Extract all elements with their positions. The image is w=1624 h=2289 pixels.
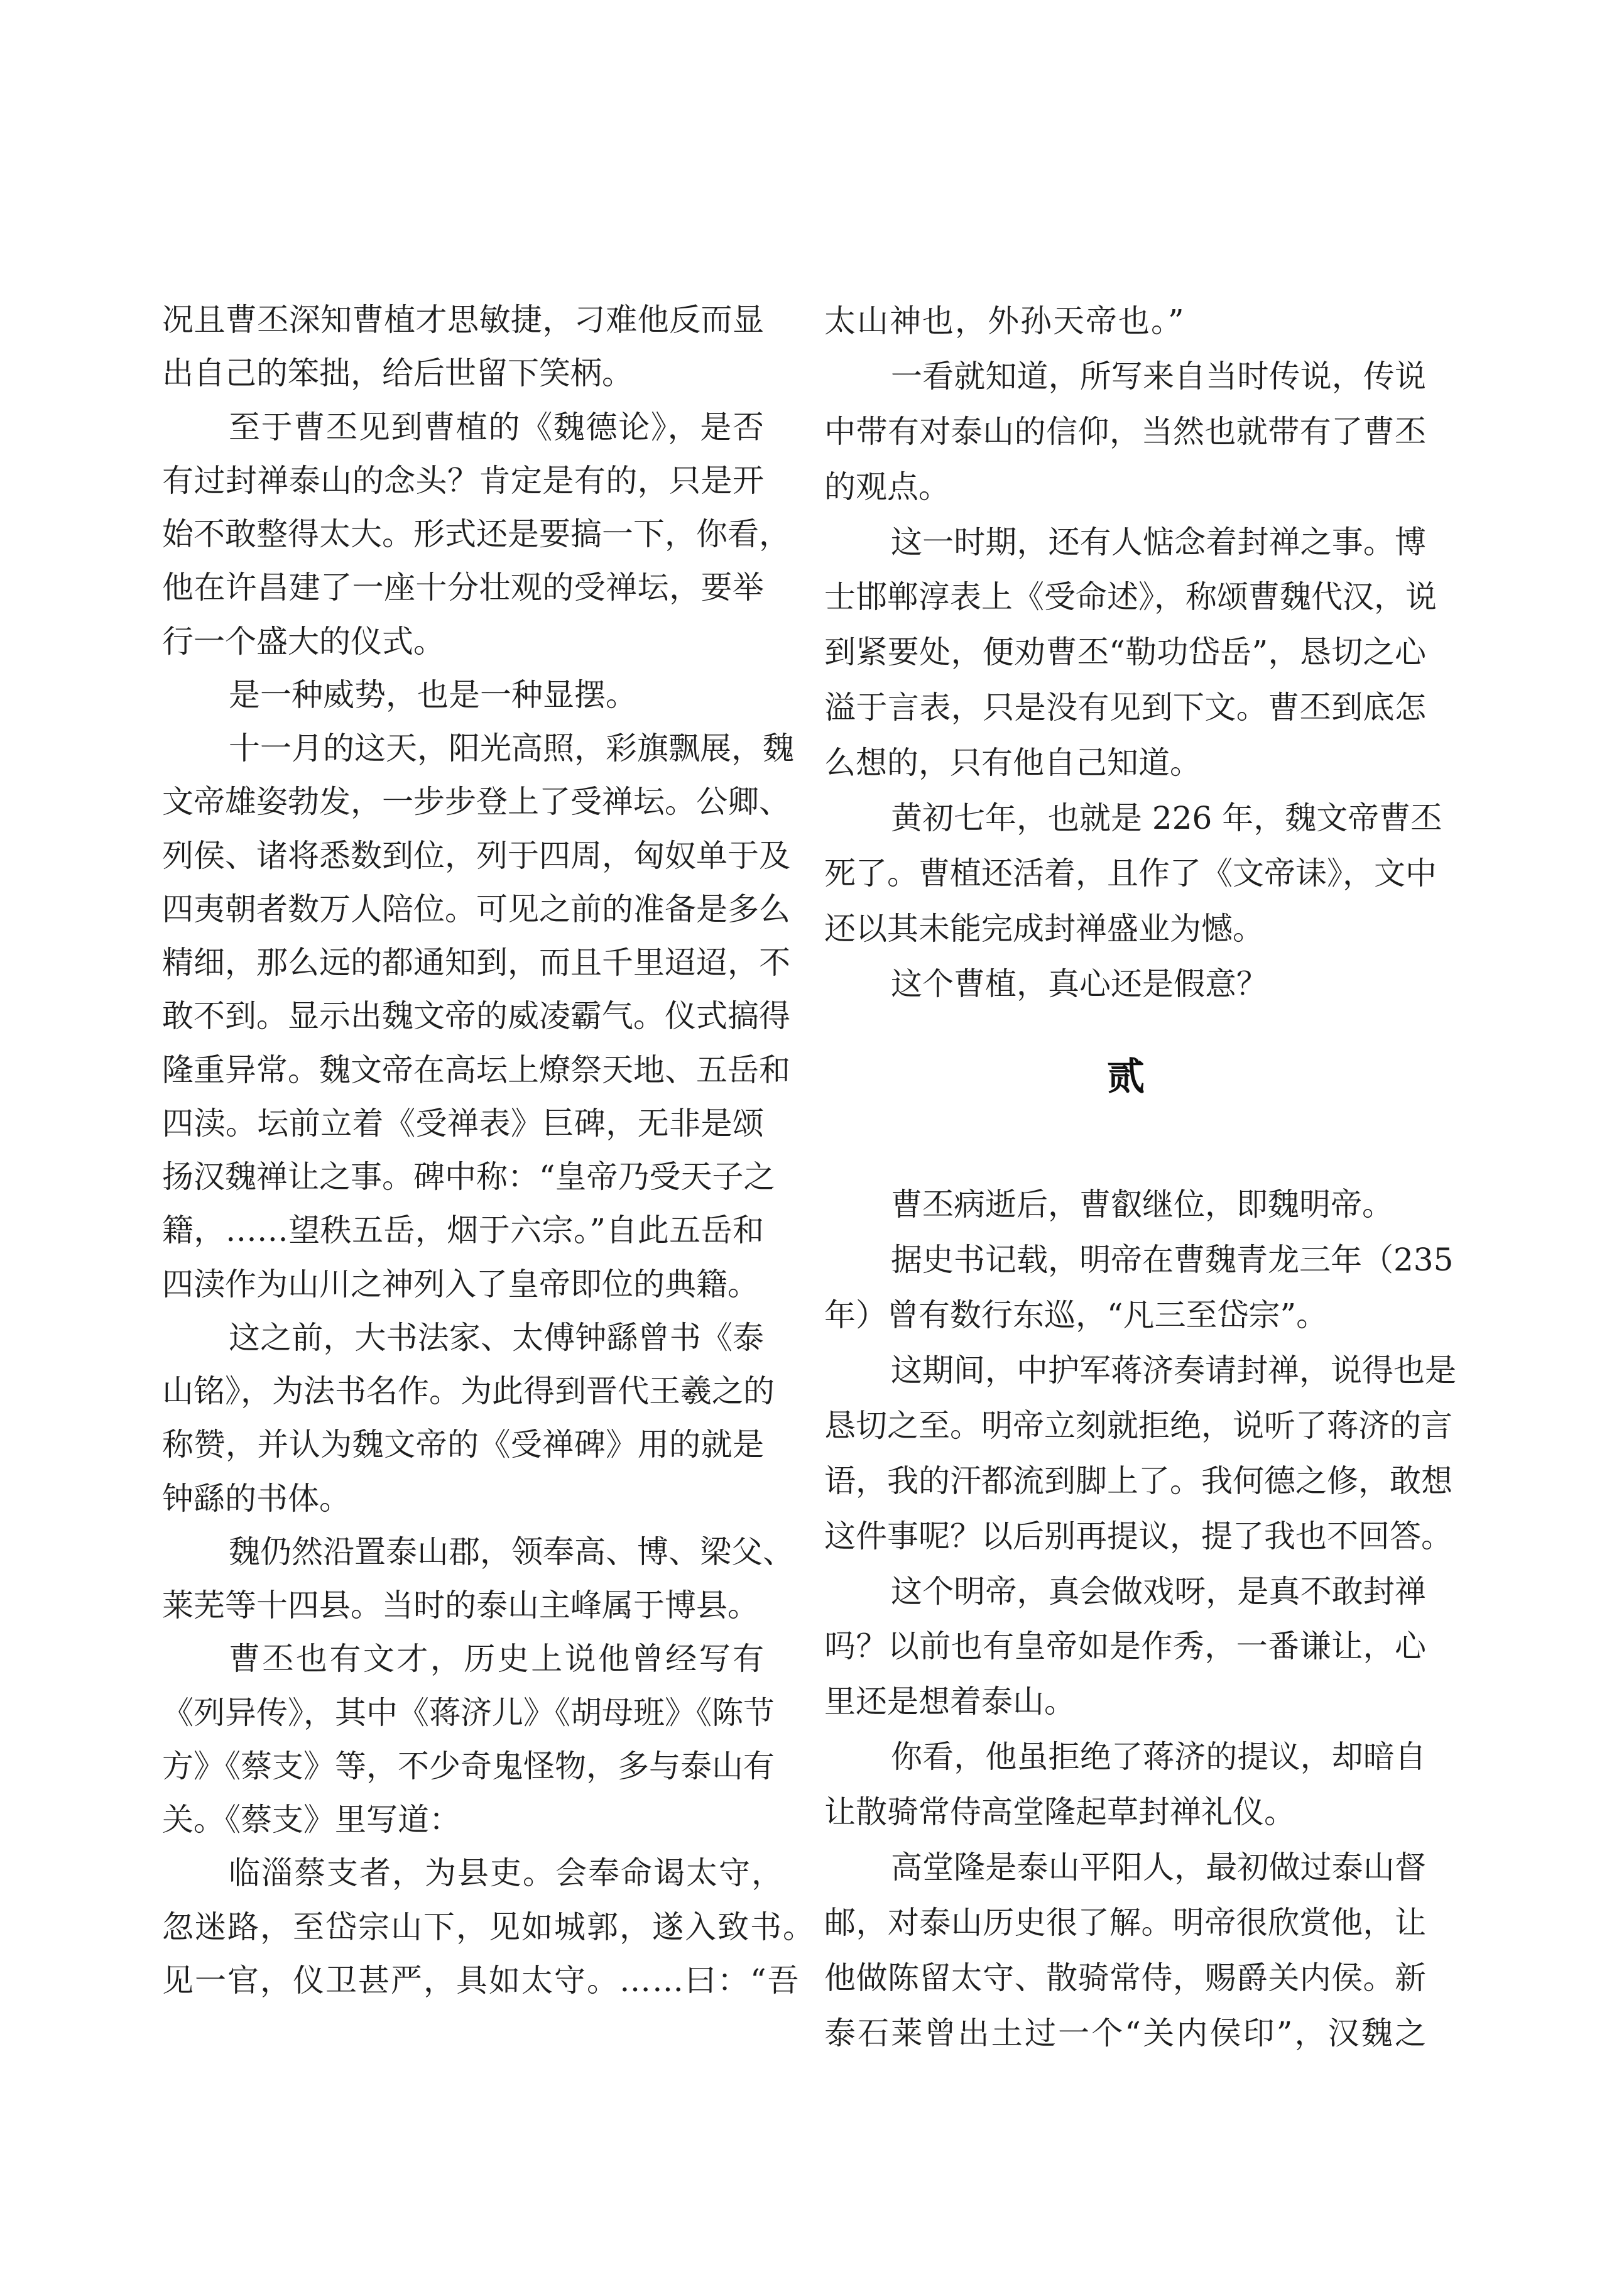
- text-line: 么想的，只有他自己知道。: [824, 745, 1201, 782]
- text-line: 这之前，大书法家、太傅钟繇曾书《泰: [229, 1319, 764, 1356]
- quoted-text-line: 太山神也，外孙天帝也。”: [824, 303, 1185, 339]
- text-line: 十一月的这天，阳光高照，彩旗飘展，魏: [229, 730, 794, 767]
- text-line: 至于曹丕见到曹植的《魏德论》，是否: [229, 408, 764, 445]
- text-line: 出自己的笨拙，给后世留下笑柄。: [162, 355, 633, 392]
- section-heading-block: [824, 1017, 1427, 1183]
- text-line: 山铭》，为法书名作。为此得到晋代王羲之的: [162, 1373, 775, 1409]
- text-line: 这个曹植，真心还是假意？: [891, 965, 1268, 1002]
- quoted-text-line: 见一官，仪卫甚严，具如太守。……曰：“吾: [162, 1962, 800, 1999]
- text-line: 精细，那么远的都通知到，而且千里迢迢，不: [162, 944, 790, 981]
- text-line: 中带有对泰山的信仰，当然也就带有了曹丕: [824, 413, 1426, 450]
- text-line: 四夷朝者数万人陪位。可见之前的准备是多么: [162, 890, 790, 927]
- text-line: 泰石莱曾出土过一个“关内侯印”，汉魏之: [824, 2014, 1426, 2051]
- text-line: 这个明帝，真会做戏呀，是真不敢封禅: [891, 1573, 1426, 1610]
- text-line: 魏仍然沿置泰山郡，领奉高、博、梁父、: [229, 1533, 794, 1570]
- text-line: 年）曾有数行东巡，“凡三至岱宗”。: [824, 1297, 1328, 1334]
- text-line: 始不敢整得太大。形式还是要搞一下，你看，: [162, 516, 790, 552]
- text-line: 他做陈留太守、散骑常侍，赐爵关内侯。新: [824, 1959, 1426, 1996]
- text-line: 死了。曹植还活着，且作了《文帝诔》，文中: [824, 855, 1437, 892]
- text-line: 扬汉魏禅让之事。碑中称：“皇帝乃受天子之: [162, 1159, 775, 1195]
- quoted-text-line: 临淄蔡支者，为县吏。会奉命谒太守，: [229, 1855, 784, 1892]
- text-line: 还以其未能完成封禅盛业为憾。: [824, 910, 1264, 947]
- text-line: 到紧要处，便劝曹丕“勒功岱岳”，恳切之心: [824, 634, 1426, 671]
- left-column: [162, 298, 815, 2012]
- text-line: 他在许昌建了一座十分壮观的受禅坛，要举: [162, 569, 764, 606]
- text-line: 莱芜等十四县。当时的泰山主峰属于博县。: [162, 1587, 759, 1624]
- text-line: 你看，他虽拒绝了蒋济的提议，却暗自: [891, 1739, 1426, 1776]
- text-line: 士邯郸淳表上《受命述》，称颂曹魏代汉，说: [824, 579, 1437, 616]
- text-line: 一看就知道，所写来自当时传说，传说: [891, 358, 1426, 395]
- text-line: 隆重异常。魏文帝在高坛上燎祭天地、五岳和: [162, 1051, 790, 1088]
- text-line: 语，我的汗都流到脚上了。我何德之修，敢想: [824, 1462, 1452, 1499]
- text-line: 黄初七年，也就是 226 年，魏文帝曹丕: [891, 800, 1442, 837]
- text-line: 恳切之至。明帝立刻就拒绝，说听了蒋济的言: [824, 1407, 1452, 1444]
- text-line: 曹丕病逝后，曹叡继位，即魏明帝。: [891, 1186, 1393, 1223]
- text-line: 况且曹丕深知曹植才思敏捷，刁难他反而显: [162, 302, 764, 338]
- text-line: 四渎作为山川之神列入了皇帝即位的典籍。: [162, 1265, 759, 1303]
- text-line: 据史书记载，明帝在曹魏青龙三年（235: [891, 1242, 1454, 1279]
- text-line: 四渎。坛前立着《受禅表》巨碑，无非是颂: [162, 1105, 764, 1142]
- text-line: 称赞，并认为魏文帝的《受禅碑》用的就是: [162, 1426, 764, 1463]
- text-line: 敢不到。显示出魏文帝的威凌霸气。仪式搞得: [162, 998, 790, 1035]
- text-line: 文帝雄姿勃发，一步步登上了受禅坛。公卿、: [162, 784, 790, 821]
- text-line: 的观点。: [824, 468, 950, 505]
- text-line: 《列异传》，其中《蒋济儿》《胡母班》《陈节: [162, 1694, 775, 1731]
- text-line: 邮，对泰山历史很了解。明帝很欣赏他，让: [824, 1904, 1426, 1941]
- right-column-before-heading: [824, 299, 1442, 1017]
- quoted-text-line: 忽迷路，至岱宗山下，见如城郭，遂入致书。: [162, 1908, 815, 1945]
- text-line: 行一个盛大的仪式。: [162, 623, 445, 660]
- section-heading: 贰: [1107, 1054, 1145, 1099]
- text-line: 是一种威势，也是一种显摆。: [229, 676, 637, 713]
- text-line: 曹丕也有文才，历史上说他曾经写有: [229, 1641, 764, 1678]
- text-line: 关。《蔡支》里写道：: [162, 1801, 460, 1838]
- text-line: 列侯、诸将悉数到位，列于四周，匈奴单于及: [162, 837, 790, 874]
- text-line: 方》《蔡支》等，不少奇鬼怪物，多与泰山有: [162, 1747, 775, 1784]
- text-line: 让散骑常侍高堂隆起草封禅礼仪。: [824, 1794, 1295, 1831]
- right-column-after-heading: [824, 1183, 1456, 2066]
- text-line: 溢于言表，只是没有见到下文。曹丕到底怎: [824, 689, 1426, 726]
- text-line: 吗？以前也有皇帝如是作秀，一番谦让，心: [824, 1628, 1426, 1665]
- text-line: 籍，……望秩五岳，烟于六宗。”自此五岳和: [162, 1212, 764, 1249]
- text-line: 钟繇的书体。: [162, 1480, 351, 1517]
- text-line: 这一时期，还有人惦念着封禅之事。博: [891, 523, 1426, 560]
- text-line: 有过封禅泰山的念头？肯定是有的，只是开: [162, 462, 764, 499]
- text-line: 高堂隆是泰山平阳人，最初做过泰山督: [891, 1849, 1426, 1886]
- text-line: 这期间，中护军蒋济奏请封禅，说得也是: [891, 1352, 1456, 1389]
- text-line: 里还是想着泰山。: [824, 1683, 1076, 1720]
- right-column: [824, 299, 1456, 2067]
- text-line: 这件事呢？以后别再提议，提了我也不回答。: [824, 1517, 1452, 1554]
